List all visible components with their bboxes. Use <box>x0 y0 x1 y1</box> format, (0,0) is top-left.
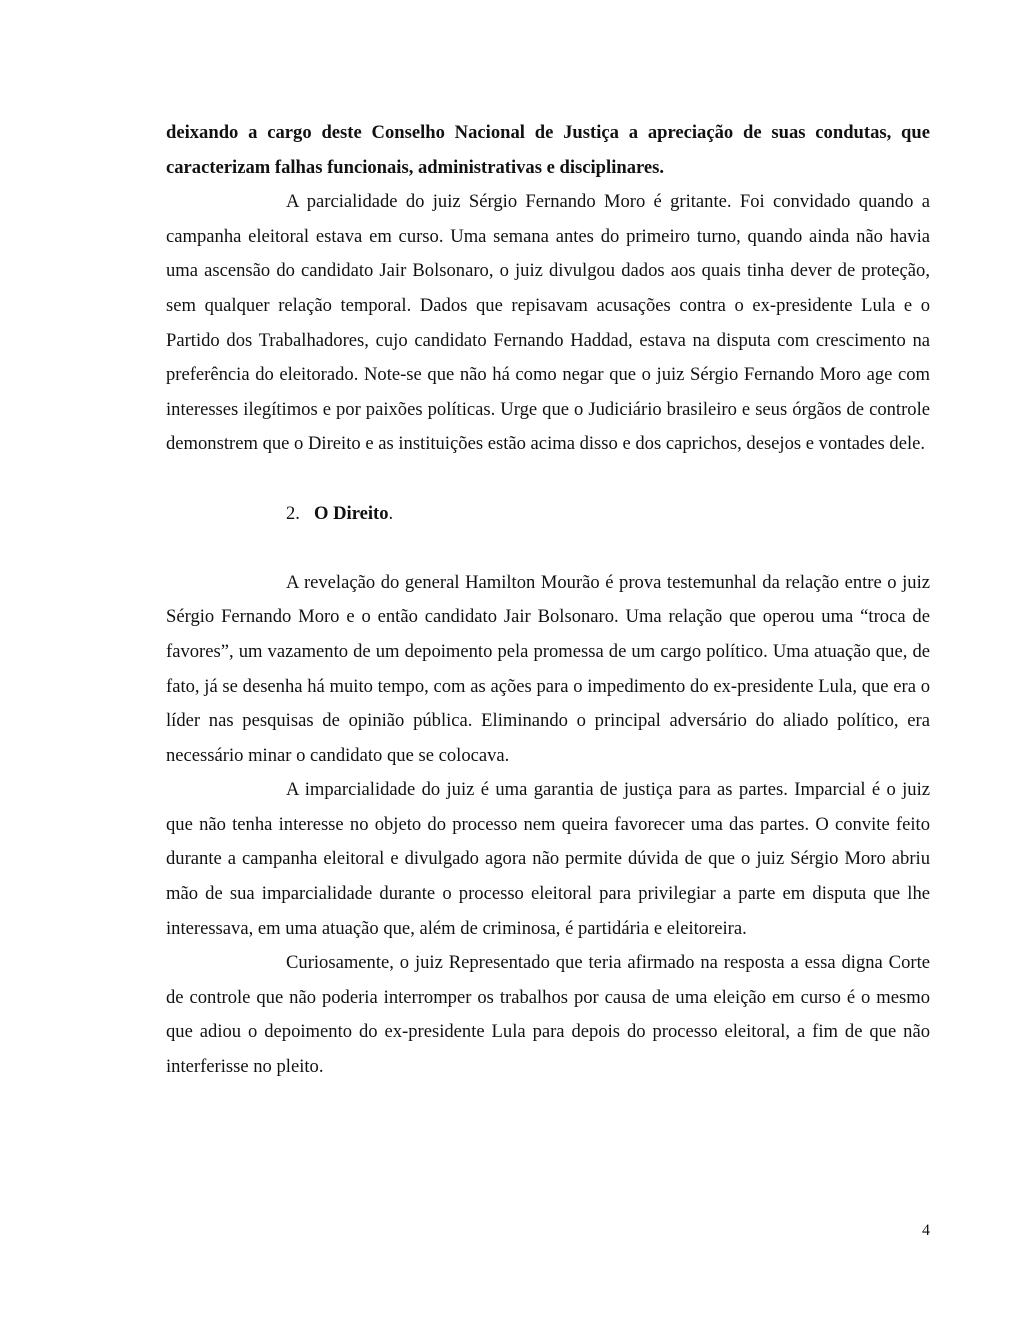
section-heading <box>166 497 930 532</box>
paragraph-2: A parcialidade do juiz Sérgio Fernando Moro é gritante. Foi convidado quando a campanha eleitoral estava em curso. Uma semana antes do primeiro turno, quando ainda não havia uma ascensão do candidato Jair Bolsonaro, o juiz divulgou dados aos quais tinha dever de proteção, sem qualquer relação temporal. Dados que repisavam acusações contra o ex-presidente Lula e o Partido dos Trabalhadores, cujo candidato Fernando Haddad, estava na disputa com crescimento na preferência do eleitorado. Note-se que não há como negar que o juiz Sérgio Fernando Moro age com interesses ilegítimos e por paixões políticas. Urge que o Judiciário brasileiro e seus órgãos de controle demonstrem que o Direito e as instituições estão acima disso e dos caprichos, desejos e vontades dele. <box>166 191 930 455</box>
section-title-suffix: . <box>388 502 394 524</box>
document-page <box>166 116 930 1085</box>
section-number: 2. <box>286 502 300 524</box>
page-number: 4 <box>922 1222 930 1239</box>
paragraph-5: Curiosamente, o juiz Representado que teria afirmado na resposta a essa digna Corte de controle que não poderia interromper os trabalhos por causa de uma eleição em curso é o mesmo que adiou o depoimento do ex-presidente Lula para depois do processo eleitoral, a fim de que não interferisse no pleito. <box>166 952 930 1078</box>
paragraph-3: A revelação do general Hamilton Mourão é prova testemunhal da relação entre o juiz Sérgio Fernando Moro e o então candidato Jair Bolsonaro. Uma relação que operou uma “troca de favores”, um vazamento de um depoimento pela promessa de um cargo político. Uma atuação que, de fato, já se desenha há muito tempo, com as ações para o impedimento do ex-presidente Lula, que era o líder nas pesquisas de opinião pública. Eliminando o principal adversário do aliado político, era necessário minar o candidato que se colocava. <box>166 571 930 766</box>
paragraph-1: deixando a cargo deste Conselho Nacional de Justiça a apreciação de suas condutas, que caracterizam falhas funcionais, administrativas e disciplinares. <box>166 122 930 178</box>
section-title: O Direito <box>314 502 389 524</box>
paragraph-4: A imparcialidade do juiz é uma garantia de justiça para as partes. Imparcial é o juiz que não tenha interesse no objeto do processo nem queira favorecer uma das partes. O convite feito durante a campanha eleitoral e divulgado agora não permite dúvida de que o juiz Sérgio Moro abriu mão de sua imparcialidade durante o processo eleitoral para privilegiar a parte em disputa que lhe interessava, em uma atuação que, além de criminosa, é partidária e eleitoreira. <box>166 779 930 939</box>
